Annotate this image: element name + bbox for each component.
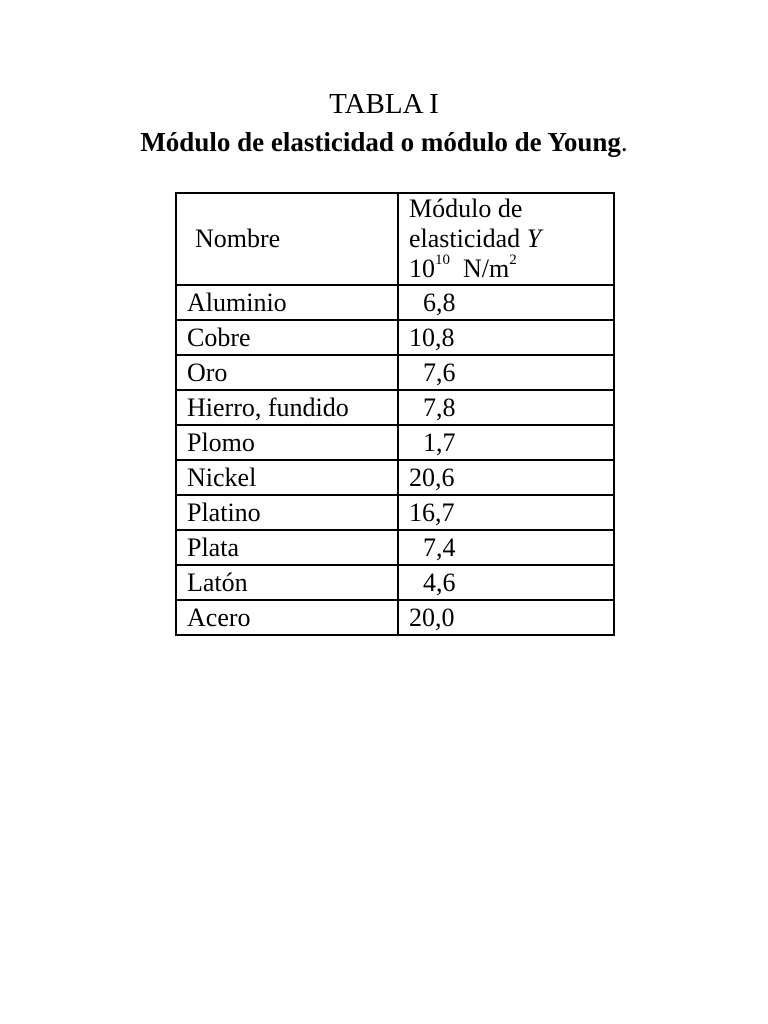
row-name: Acero — [176, 600, 398, 635]
table-subtitle — [0, 124, 768, 160]
row-name: Hierro, fundido — [176, 390, 398, 425]
row-value: 1,7 — [398, 425, 614, 460]
row-name: Oro — [176, 355, 398, 390]
row-name: Platino — [176, 495, 398, 530]
header-value-line3 — [409, 254, 603, 284]
row-value: 10,8 — [398, 320, 614, 355]
header-value-line2 — [409, 224, 603, 254]
table-row — [176, 600, 614, 635]
table-title: TABLA I — [329, 88, 439, 120]
header-value-line2-text: elasticidad — [409, 224, 527, 253]
header-unit: N/m — [450, 254, 510, 283]
table-row — [176, 390, 614, 425]
table-row — [176, 355, 614, 390]
table-row — [176, 285, 614, 320]
row-name: Cobre — [176, 320, 398, 355]
row-value: 4,6 — [398, 565, 614, 600]
table-row — [176, 565, 614, 600]
row-name: Nickel — [176, 460, 398, 495]
header-unit-base: 10 — [409, 254, 435, 283]
table-row — [176, 495, 614, 530]
table-row — [176, 460, 614, 495]
row-value: 20,6 — [398, 460, 614, 495]
header-unit-square: 2 — [509, 252, 517, 269]
row-name: Aluminio — [176, 285, 398, 320]
header-value — [398, 193, 614, 285]
row-value: 7,6 — [398, 355, 614, 390]
row-name: Plomo — [176, 425, 398, 460]
subtitle-period: . — [620, 127, 628, 157]
table-row — [176, 425, 614, 460]
subtitle-bold-text: Módulo de elasticidad o módulo de Young — [140, 127, 621, 157]
table-row — [176, 530, 614, 565]
header-value-line1: Módulo de — [409, 194, 523, 223]
row-name: Latón — [176, 565, 398, 600]
header-value-symbol: Y — [526, 224, 542, 253]
row-value: 16,7 — [398, 495, 614, 530]
young-modulus-table — [175, 192, 615, 636]
row-value: 6,8 — [398, 285, 614, 320]
row-value: 20,0 — [398, 600, 614, 635]
header-row — [176, 193, 614, 285]
header-unit-exponent: 10 — [435, 252, 450, 269]
row-name: Plata — [176, 530, 398, 565]
row-value: 7,8 — [398, 390, 614, 425]
header-name: Nombre — [176, 193, 398, 285]
table-row — [176, 320, 614, 355]
row-value: 7,4 — [398, 530, 614, 565]
